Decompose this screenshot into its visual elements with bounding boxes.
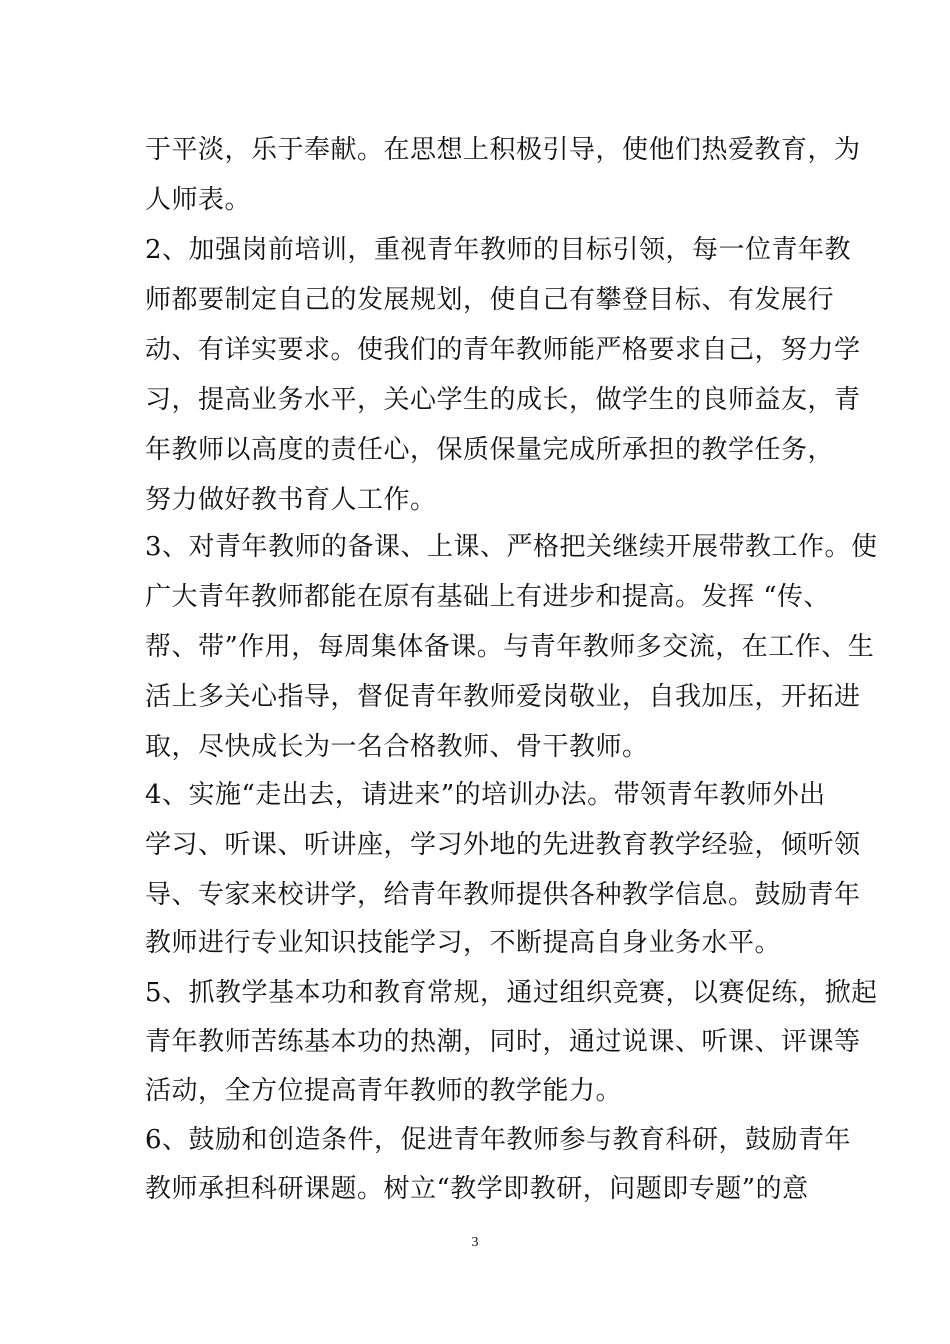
text-line: 4、实施“走出去，请进来”的培训办法。带领青年教师外出 bbox=[145, 780, 826, 810]
text-line: 广大青年教师都能在原有基础上有进步和提高。发挥 “传、 bbox=[145, 582, 831, 612]
text-line: 青年教师苦练基本功的热潮，同时，通过说课、听课、评课等 bbox=[145, 1027, 861, 1057]
text-line: 取，尽快成长为一名合格教师、骨干教师。 bbox=[145, 732, 649, 762]
text-line: 年教师以高度的责任心，保质保量完成所承担的教学任务， bbox=[145, 435, 835, 465]
text-line: 2、加强岗前培训，重视青年教师的目标引领，每一位青年教 bbox=[145, 235, 852, 265]
text-line: 师都要制定自己的发展规划，使自己有攀登目标、有发展行 bbox=[145, 285, 835, 315]
text-line: 于平淡，乐于奉献。在思想上积极引导，使他们热爱教育，为 bbox=[145, 135, 861, 165]
text-line: 5、抓教学基本功和教育常规，通过组织竞赛，以赛促练，掀起 bbox=[145, 978, 878, 1008]
text-line: 教师进行专业知识技能学习，不断提高自身业务水平。 bbox=[145, 928, 782, 958]
text-line: 帮、带”作用，每周集体备课。与青年教师多交流，在工作、生 bbox=[145, 632, 875, 662]
text-line: 3、对青年教师的备课、上课、严格把关继续开展带教工作。使 bbox=[145, 532, 878, 562]
text-line: 人师表。 bbox=[145, 185, 252, 215]
text-line: 活上多关心指导，督促青年教师爱岗敬业，自我加压，开拓进 bbox=[145, 682, 861, 712]
text-line: 活动，全方位提高青年教师的教学能力。 bbox=[145, 1076, 623, 1106]
text-line: 努力做好教书育人工作。 bbox=[145, 485, 437, 515]
text-line: 教师承担科研课题。树立“教学即教研，问题即专题”的意 bbox=[145, 1174, 809, 1204]
text-line: 学习、听课、听讲座，学习外地的先进教育教学经验，倾听领 bbox=[145, 830, 861, 860]
page-number: 3 bbox=[471, 1235, 479, 1250]
text-line: 动、有详实要求。使我们的青年教师能严格要求自己，努力学 bbox=[145, 335, 861, 365]
text-line: 6、鼓励和创造条件，促进青年教师参与教育科研，鼓励青年 bbox=[145, 1125, 852, 1155]
text-line: 习，提高业务水平，关心学生的成长，做学生的良师益友，青 bbox=[145, 385, 861, 415]
text-line: 导、专家来校讲学，给青年教师提供各种教学信息。鼓励青年 bbox=[145, 880, 861, 910]
